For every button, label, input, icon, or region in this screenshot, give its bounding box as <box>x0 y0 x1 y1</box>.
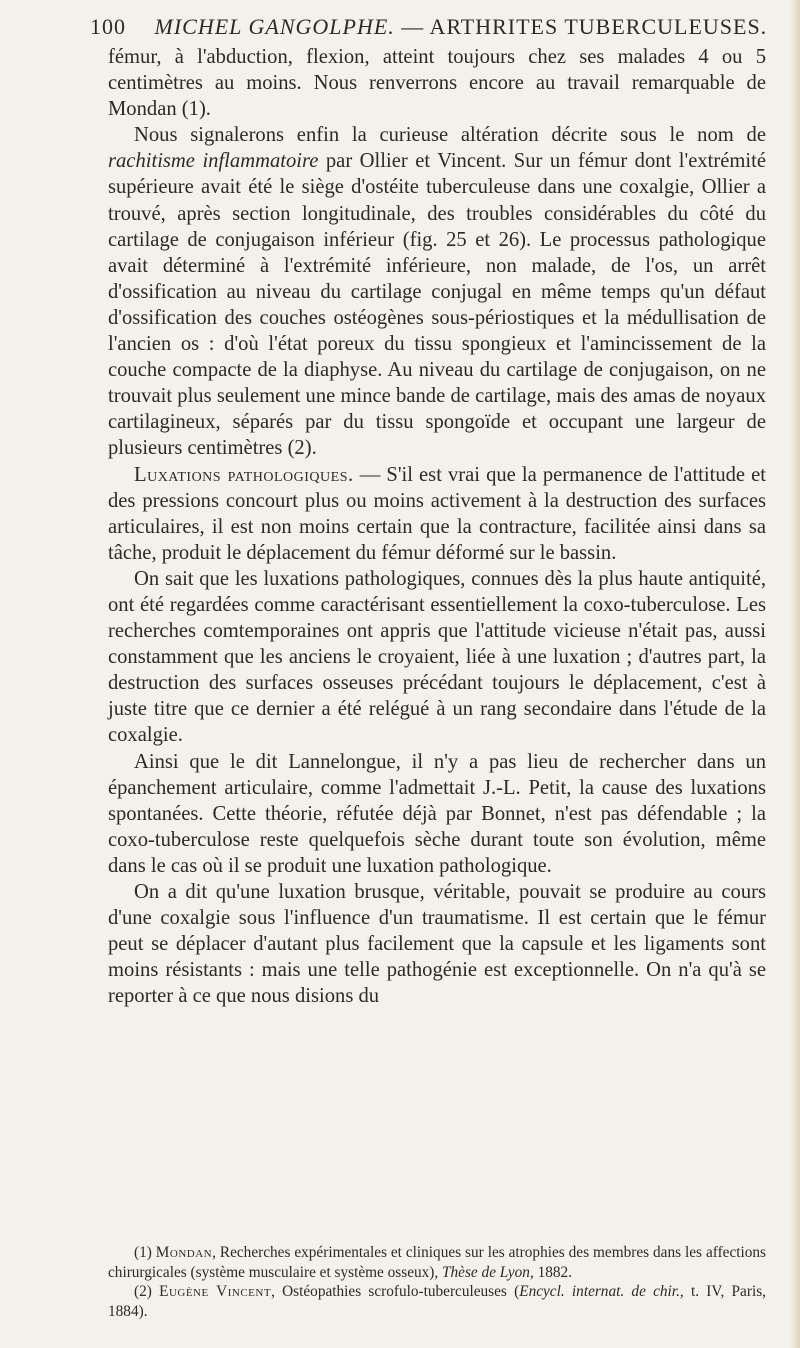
footnote-1 <box>108 1243 766 1282</box>
paragraph-4: On sait que les luxations pathologiques, connues dès la plus haute antiquité, ont été regardées comme caractérisant essentiellement la coxo-tuberculose. Les recherches comtemporaines ont appris que l'attitude vicieuse n'était pas, aussi constamment que les anciens le croyaient, liée à une luxation ; d'autres part, la destruction des surfaces osseuses précédant toujours le déplacement, c'est à juste titre que ce dernier a été relégué à un rang secondaire dans l'étude de la coxalgie. <box>108 567 766 747</box>
page-edge-shadow <box>790 0 800 1348</box>
footnote-1-number: (1) <box>134 1244 156 1261</box>
running-header <box>90 14 768 44</box>
paragraph-3-text: — S'il est vrai que la permanence de l'attitude et des pressions concourt plus ou moins activement à la destruction des surfaces articulaires, il est non moins certain que la contracture, facilitée ainsi dans sa tâche, produit le déplacement du fémur déformé sur le bassin. <box>108 463 766 564</box>
footnote-1-author: Mondan <box>155 1244 213 1261</box>
page-number: 100 <box>90 14 126 39</box>
footnote-2-number: (2) <box>134 1283 160 1300</box>
footnote-1-text: , Recherches expérimentales et cliniques sur les atrophies des membres dans les affections chirurgicales (système musculaire et système osseux), <box>108 1244 766 1281</box>
footnote-2 <box>108 1282 766 1321</box>
paragraph-2-text-a: Nous signalerons enfin la curieuse altération décrite sous le nom de <box>134 124 766 147</box>
footnote-1-source: Thèse de Lyon <box>442 1263 530 1281</box>
paragraph-6: On a dit qu'une luxation brusque, véritable, pouvait se produire au cours d'une coxalgie sous l'influence d'un traumatisme. Il est certain que le fémur peut se déplacer d'autant plus facilement que la capsule et les ligaments sont moins résistants : mais une telle pathogénie est exceptionnelle. On n'a qu'à se reporter à ce que nous disions du <box>108 881 766 1008</box>
footnote-2-text: , Ostéopathies scrofulo-tuberculeuses ( <box>271 1283 520 1300</box>
body-text <box>108 44 766 1009</box>
paragraph-3 <box>108 462 766 566</box>
header-title: — ARTHRITES TUBERCULEUSES. <box>401 14 768 39</box>
footnotes <box>108 1243 766 1321</box>
paragraph-5: Ainsi que le dit Lannelongue, il n'y a pas lieu de rechercher dans un épanchement articulaire, comme l'admettait J.-L. Petit, la cause des luxations spontanées. Cette théorie, réfutée déjà par Bonnet, n'est pas défendable ; la coxo-tuberculose reste quelquefois sèche durant toute son évolution, même dans le cas où il se produit une luxation pathologique. <box>108 750 766 877</box>
footnote-2-author: Eugène Vincent <box>159 1283 272 1300</box>
paragraph-2 <box>108 122 766 461</box>
paragraph-1: fémur, à l'abduction, flexion, atteint toujours chez ses malades 4 ou 5 centimètres au moins. Nous renverrons encore au travail remarquable de Mondan (1). <box>108 46 766 121</box>
paragraph-2-emphasis: rachitisme inflammatoire <box>108 150 319 173</box>
section-heading-luxations: Luxations pathologiques. <box>134 463 354 486</box>
paragraph-2-text-b: par Ollier et Vincent. Sur un fémur dont l'extrémité supérieure avait été le siège d'ostéite tuberculeuse dans une coxalgie, Ollier a trouvé, après section longitudinale, des troubles considérables du côté du cartilage de conjugaison inférieur (fig. 25 et 26). Le processus pathologique avait déterminé à l'extrémité inférieure, non malade, de l'os, un arrêt d'ossification au niveau du cartilage conjugal en même temps qu'un défaut d'ossification des couches ostéogènes sous-périostiques et la médullisation de l'ancien os : d'où l'état poreux du tissu spongieux et l'amincissement de la couche compacte de la diaphyse. Au niveau du cartilage de conjugaison, on ne trouvait plus seulement une mince bande de cartilage, mais des amas de noyaux cartilagineux, séparés par du tissu spongoïde et occupant une largeur de plusieurs centimètres (2). <box>108 150 766 460</box>
footnote-2-source: Encycl. internat. de chir. <box>519 1283 680 1300</box>
footnote-2-end: , t. IV, Paris, 1884). <box>108 1283 766 1320</box>
footnote-1-end: , 1882. <box>529 1263 573 1281</box>
header-author: MICHEL GANGOLPHE. <box>154 14 395 39</box>
